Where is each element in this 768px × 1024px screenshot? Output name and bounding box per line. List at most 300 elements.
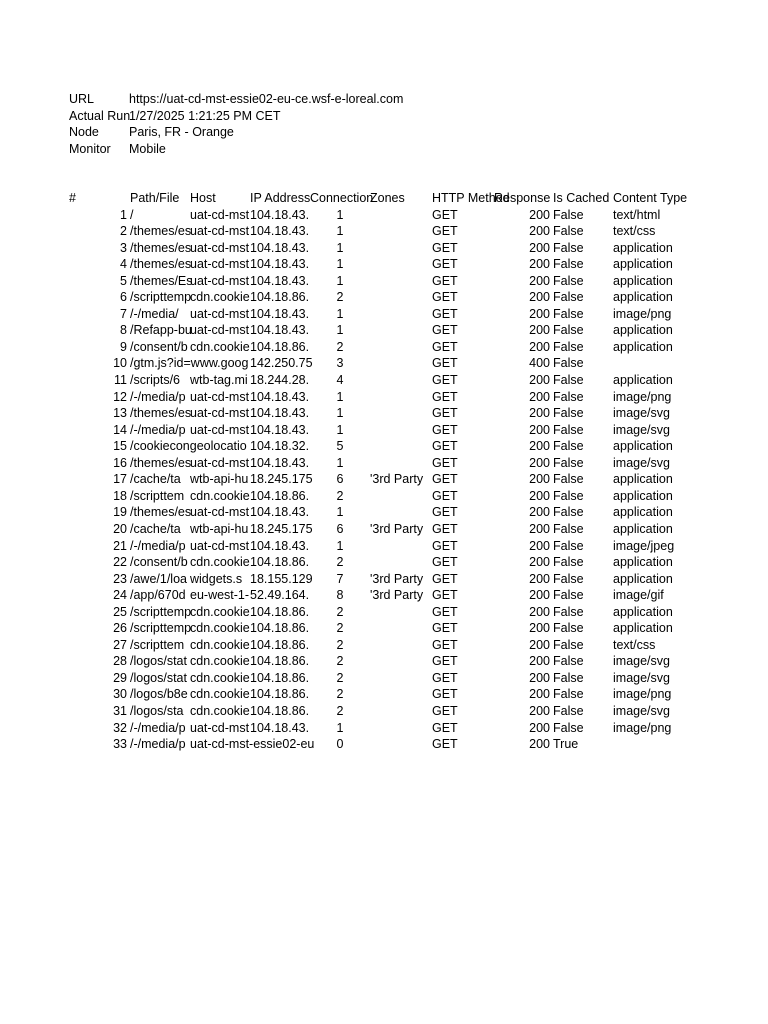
cell-host: uat-cd-mst	[190, 257, 250, 272]
cell-method: GET	[432, 588, 458, 603]
cell-zones	[370, 488, 426, 505]
cell-ip: 104.18.43.	[250, 306, 310, 321]
cell-method: GET	[432, 720, 458, 735]
cell-host: wtb-tag.mi	[190, 373, 248, 387]
cell-path: /cache/ta	[130, 521, 181, 536]
cell-path: /themes/es	[130, 240, 192, 255]
cell-response: 200	[529, 207, 550, 222]
cell-method: GET	[432, 224, 458, 239]
cell-conn: 6	[336, 521, 344, 536]
header-ctype: Content Type	[613, 191, 688, 205]
cell-ctype: application	[613, 273, 673, 288]
cell-ip: 104.18.43.	[250, 406, 310, 421]
cell-path: /-/media/p	[130, 538, 186, 553]
cell-ctype: application	[613, 257, 673, 272]
cell-ctype: application	[613, 488, 673, 503]
cell-num: 18	[113, 488, 127, 503]
cell-zones	[370, 306, 426, 323]
cell-ip: 142.250.75	[250, 356, 313, 371]
cell-ip: 104.18.43.	[250, 505, 310, 520]
cell-ctype	[613, 355, 673, 372]
header-cached: Is Cached	[553, 191, 610, 205]
cell-ctype: image/png	[613, 720, 672, 735]
cell-path: /awe/1/loa	[130, 571, 187, 586]
cell-ip: 104.18.86.	[250, 604, 310, 619]
cell-zones	[370, 372, 426, 389]
cell-num: 7	[120, 306, 127, 321]
cell-ip: 18.244.28.	[250, 373, 310, 387]
cell-host: wtb-api-hu	[190, 472, 249, 487]
header-method: HTTP Method	[432, 191, 510, 205]
cell-conn: 1	[336, 207, 344, 222]
cell-ctype: application	[613, 339, 673, 354]
cell-num: 21	[113, 538, 127, 553]
cell-response: 200	[529, 488, 550, 503]
header-zones: Zones	[370, 191, 405, 205]
cell-ctype: application	[613, 439, 673, 454]
cell-conn: 8	[336, 588, 344, 603]
cell-zones	[370, 438, 426, 455]
cell-ip: 104.18.86.	[250, 290, 310, 305]
header-path: Path/File	[130, 191, 180, 205]
meta-label: Monitor	[69, 141, 111, 156]
cell-cached: False	[553, 555, 584, 570]
cell-num: 11	[114, 373, 127, 387]
cell-zones	[370, 223, 426, 240]
cell-response: 200	[529, 521, 550, 536]
cell-ctype: text/css	[613, 224, 656, 239]
cell-response: 200	[529, 737, 550, 752]
cell-cached: False	[553, 406, 584, 421]
cell-response: 200	[529, 455, 550, 470]
cell-response: 200	[529, 306, 550, 321]
cell-path: /consent/b	[130, 555, 188, 570]
cell-method: GET	[432, 306, 458, 321]
cell-num: 25	[113, 604, 127, 619]
cell-host: cdn.cookie	[190, 637, 250, 652]
cell-path: /scripttem	[130, 637, 185, 652]
cell-cached: False	[553, 240, 584, 255]
cell-response: 200	[529, 604, 550, 619]
cell-host: uat-cd-mst	[190, 240, 250, 255]
cell-method: GET	[432, 290, 458, 305]
cell-path: /-/media/	[130, 306, 179, 321]
cell-method: GET	[432, 207, 458, 222]
cell-method: GET	[432, 687, 458, 702]
cell-cached: False	[553, 637, 584, 652]
cell-ctype: image/svg	[613, 422, 670, 437]
cell-path: /-/media/p	[130, 389, 186, 404]
cell-ctype: image/svg	[613, 704, 670, 718]
cell-conn: 2	[336, 687, 344, 702]
cell-num: 20	[113, 521, 127, 536]
cell-zones	[370, 637, 426, 654]
cell-conn: 2	[336, 621, 344, 636]
cell-method: GET	[432, 439, 458, 454]
cell-host: uat-cd-mst	[190, 505, 250, 520]
cell-host: uat-cd-mst	[190, 538, 250, 553]
cell-cached: False	[553, 521, 584, 536]
cell-path: /logos/b8e	[130, 687, 188, 702]
cell-zones	[370, 389, 426, 406]
cell-zones	[370, 355, 426, 372]
cell-host: cdn.cookie	[190, 670, 250, 685]
cell-method: GET	[432, 455, 458, 470]
cell-num: 29	[113, 670, 127, 685]
cell-response: 200	[529, 257, 550, 272]
cell-response: 200	[529, 422, 550, 437]
cell-ctype: application	[613, 373, 673, 387]
cell-host: cdn.cookie	[190, 621, 250, 636]
cell-ip: 104.18.86.	[250, 488, 310, 503]
cell-response: 200	[529, 555, 550, 570]
cell-num: 4	[120, 257, 127, 272]
cell-conn: 1	[336, 422, 344, 437]
cell-cached: False	[553, 290, 584, 305]
cell-cached: False	[553, 604, 584, 619]
header-num: #	[69, 191, 76, 205]
cell-num: 8	[120, 323, 127, 338]
cell-conn: 1	[336, 323, 344, 338]
cell-conn: 5	[336, 439, 344, 454]
cell-ip	[250, 736, 309, 753]
cell-cached: False	[553, 356, 584, 371]
cell-method: GET	[432, 670, 458, 685]
cell-ip: 104.18.43.	[250, 224, 310, 239]
cell-zones: '3rd Party	[370, 472, 424, 487]
cell-num: 27	[113, 637, 127, 652]
cell-response: 200	[529, 505, 550, 520]
cell-method: GET	[432, 406, 458, 421]
cell-zones	[370, 207, 426, 224]
cell-host	[190, 355, 249, 372]
cell-host: uat-cd-mst	[190, 389, 250, 404]
cell-conn: 1	[336, 538, 344, 553]
cell-conn: 7	[336, 571, 344, 586]
cell-conn: 1	[336, 224, 344, 239]
cell-method: GET	[432, 704, 458, 718]
cell-conn: 1	[336, 240, 344, 255]
cell-host: uat-cd-mst	[190, 224, 250, 239]
cell-method: GET	[432, 521, 458, 536]
cell-path: /themes/Es	[130, 273, 193, 288]
cell-ctype: application	[613, 240, 673, 255]
cell-response: 400	[529, 356, 550, 371]
cell-conn: 1	[336, 406, 344, 421]
cell-host: wtb-api-hu	[190, 521, 249, 536]
cell-num: 5	[120, 273, 127, 288]
cell-response: 200	[529, 472, 550, 487]
cell-zones	[370, 240, 426, 257]
cell-ip: 104.18.43.	[250, 273, 310, 288]
cell-response: 200	[529, 290, 550, 305]
cell-cached: False	[553, 571, 584, 586]
cell-path: /-/media/p	[130, 720, 186, 735]
cell-ctype: image/svg	[613, 670, 670, 685]
cell-conn: 1	[336, 720, 344, 735]
cell-host: uat-cd-mst	[190, 720, 250, 735]
header-host: Host	[190, 191, 216, 205]
cell-response: 200	[529, 687, 550, 702]
cell-method: GET	[432, 240, 458, 255]
cell-host: uat-cd-mst	[190, 406, 250, 421]
cell-cached: False	[553, 422, 584, 437]
cell-zones	[370, 322, 426, 339]
cell-num: 2	[120, 224, 127, 239]
cell-zones	[370, 538, 426, 555]
cell-ip: 52.49.164.	[250, 588, 310, 603]
cell-response: 200	[529, 439, 550, 454]
cell-num: 14	[113, 422, 127, 437]
cell-cached: False	[553, 588, 584, 603]
cell-ctype: image/svg	[613, 455, 670, 470]
cell-path: /logos/stat	[130, 670, 187, 685]
cell-host: eu-west-1-	[190, 588, 250, 603]
cell-cached: False	[553, 339, 584, 354]
cell-path: /cookiecongeolocatio	[130, 439, 247, 454]
cell-method: GET	[432, 505, 458, 520]
cell-conn: 2	[336, 670, 344, 685]
cell-num: 10	[113, 356, 127, 371]
cell-ip: 104.18.43.	[250, 538, 310, 553]
meta-value: Paris, FR - Orange	[129, 125, 234, 140]
cell-zones	[370, 686, 426, 703]
cell-ctype: application	[613, 472, 673, 487]
cell-cached: False	[553, 488, 584, 503]
cell-cached: False	[553, 670, 584, 685]
cell-num: 28	[113, 654, 127, 669]
cell-cached: False	[553, 306, 584, 321]
cell-conn: 2	[336, 604, 344, 619]
cell-method: GET	[432, 422, 458, 437]
cell-conn: 6	[336, 472, 344, 487]
cell-zones	[370, 405, 426, 422]
cell-cached: True	[553, 737, 579, 752]
cell-path: /app/670d	[130, 588, 186, 603]
cell-num: 19	[113, 505, 127, 520]
cell-path: /themes/es	[130, 224, 192, 239]
header-conn: Connection	[310, 191, 374, 205]
cell-host: cdn.cookie	[190, 604, 250, 619]
cell-method: GET	[432, 389, 458, 404]
cell-ctype: image/gif	[613, 588, 664, 603]
cell-path: /Refapp-bu	[130, 323, 192, 338]
cell-response: 200	[529, 389, 550, 404]
cell-response: 200	[529, 670, 550, 685]
cell-response: 200	[529, 571, 550, 586]
cell-ip: 18.245.175	[250, 521, 313, 536]
cell-host: widgets.s	[190, 571, 243, 586]
cell-host: uat-cd-mst	[190, 422, 250, 437]
cell-zones	[370, 339, 426, 356]
cell-method: GET	[432, 373, 458, 387]
cell-cached: False	[553, 273, 584, 288]
cell-cached: False	[553, 439, 584, 454]
cell-ctype: application	[613, 521, 673, 536]
cell-path: /scripttemp	[130, 290, 192, 305]
cell-ctype: application	[613, 571, 673, 586]
cell-ip: 104.18.43.	[250, 720, 310, 735]
cell-conn: 1	[336, 455, 344, 470]
cell-conn: 2	[336, 488, 344, 503]
cell-zones	[370, 256, 426, 273]
cell-conn: 3	[336, 356, 344, 371]
cell-path: /themes/es	[130, 505, 192, 520]
cell-ctype	[613, 736, 673, 753]
cell-method: GET	[432, 637, 458, 652]
cell-ctype: image/png	[613, 306, 672, 321]
cell-method: GET	[432, 339, 458, 354]
cell-cached: False	[553, 389, 584, 404]
cell-ctype: image/png	[613, 389, 672, 404]
cell-host: cdn.cookie	[190, 488, 250, 503]
cell-cached: False	[553, 323, 584, 338]
cell-conn: 2	[336, 555, 344, 570]
cell-method: GET	[432, 737, 458, 752]
cell-ctype: application	[613, 505, 673, 520]
cell-num: 31	[113, 704, 127, 718]
cell-cached: False	[553, 257, 584, 272]
cell-ip: 104.18.43.	[250, 257, 310, 272]
cell-conn: 1	[336, 257, 344, 272]
cell-path: /logos/stat	[130, 654, 187, 669]
cell-num: 33	[113, 737, 127, 752]
cell-conn: 1	[336, 505, 344, 520]
cell-ctype: image/svg	[613, 654, 670, 669]
cell-response: 200	[529, 323, 550, 338]
cell-num: 23	[113, 571, 127, 586]
cell-host: cdn.cookie	[190, 339, 250, 354]
cell-conn: 4	[336, 373, 344, 387]
cell-method: GET	[432, 356, 458, 371]
cell-conn: 2	[336, 290, 344, 305]
cell-ip: 104.18.43.	[250, 323, 310, 338]
cell-response: 200	[529, 373, 550, 387]
cell-cached: False	[553, 224, 584, 239]
cell-method: GET	[432, 555, 458, 570]
cell-ctype: image/svg	[613, 406, 670, 421]
cell-response: 200	[529, 273, 550, 288]
cell-zones	[370, 720, 426, 737]
cell-conn: 2	[336, 637, 344, 652]
cell-response: 200	[529, 538, 550, 553]
cell-ip: 104.18.86.	[250, 704, 310, 718]
header-ip: IP Address	[250, 191, 311, 205]
cell-cached: False	[553, 207, 584, 222]
cell-host: uat-cd-mst	[190, 207, 250, 222]
cell-num: 32	[113, 720, 127, 735]
cell-host: cdn.cookie	[190, 290, 250, 305]
cell-ip: 104.18.43.	[250, 455, 310, 470]
cell-zones: '3rd Party	[370, 521, 424, 536]
cell-ip: 104.18.86.	[250, 687, 310, 702]
cell-path: /-/media/p	[130, 422, 186, 437]
cell-method: GET	[432, 621, 458, 636]
cell-zones	[370, 670, 426, 687]
cell-method: GET	[432, 604, 458, 619]
cell-zones	[370, 703, 426, 720]
cell-conn: 1	[336, 273, 344, 288]
meta-value: https://uat-cd-mst-essie02-eu-ce.wsf-e-loreal.com	[129, 92, 404, 106]
cell-ctype: application	[613, 604, 673, 619]
cell-zones	[370, 736, 426, 753]
cell-host: cdn.cookie	[190, 704, 250, 718]
cell-path: /scripttem	[130, 488, 185, 503]
cell-path: /scripttemp	[130, 604, 192, 619]
cell-num: 9	[120, 339, 127, 354]
cell-path: /cache/ta	[130, 472, 181, 487]
cell-ip: 104.18.86.	[250, 621, 310, 636]
cell-response: 200	[529, 704, 550, 718]
cell-ctype: text/html	[613, 207, 661, 222]
cell-path: /gtm.js?id=www.goog	[130, 356, 249, 371]
cell-host: uat-cd-mst	[190, 323, 250, 338]
cell-host: cdn.cookie	[190, 654, 250, 669]
cell-zones: '3rd Party	[370, 571, 424, 586]
cell-cached: False	[553, 687, 584, 702]
cell-method: GET	[432, 488, 458, 503]
cell-ctype: application	[613, 621, 673, 636]
cell-path: /consent/b	[130, 339, 188, 354]
cell-conn: 2	[336, 654, 344, 669]
cell-response: 200	[529, 637, 550, 652]
header-response: Response	[494, 191, 551, 205]
cell-method: GET	[432, 654, 458, 669]
cell-zones	[370, 653, 426, 670]
cell-ip: 104.18.43.	[250, 240, 310, 255]
cell-num: 1	[120, 207, 127, 222]
cell-zones	[370, 273, 426, 290]
cell-host: uat-cd-mst	[190, 273, 250, 288]
meta-value: Mobile	[129, 141, 166, 156]
cell-ip: 104.18.43.	[250, 422, 310, 437]
cell-cached: False	[553, 654, 584, 669]
cell-ctype: application	[613, 555, 673, 570]
cell-ip: 18.155.129	[250, 571, 313, 586]
cell-num: 3	[120, 240, 127, 255]
cell-response: 200	[529, 339, 550, 354]
cell-ip: 104.18.86.	[250, 654, 310, 669]
cell-num: 26	[113, 621, 127, 636]
cell-conn: 2	[336, 339, 344, 354]
cell-path: /scripts/6	[130, 373, 181, 387]
cell-host: cdn.cookie	[190, 687, 250, 702]
cell-path: /themes/es	[130, 455, 192, 470]
cell-cached: False	[553, 505, 584, 520]
cell-cached: False	[553, 621, 584, 636]
cell-ip: 104.18.43.	[250, 389, 310, 404]
cell-zones	[370, 554, 426, 571]
cell-zones	[370, 289, 426, 306]
cell-conn: 1	[336, 389, 344, 404]
cell-cached: False	[553, 455, 584, 470]
cell-ip: 104.18.86.	[250, 555, 310, 570]
cell-host: uat-cd-mst-essie02-eu	[190, 737, 315, 752]
meta-label: Actual Run	[69, 108, 131, 123]
cell-method: GET	[432, 273, 458, 288]
cell-num: 13	[113, 406, 127, 421]
cell-num: 6	[120, 290, 127, 305]
cell-num: 16	[113, 455, 127, 470]
cell-ctype: application	[613, 290, 673, 305]
meta-value: 1/27/2025 1:21:25 PM CET	[129, 108, 281, 123]
cell-host: cdn.cookie	[190, 555, 250, 570]
cell-path: /logos/sta	[130, 704, 184, 718]
cell-response: 200	[529, 720, 550, 735]
cell-response: 200	[529, 588, 550, 603]
cell-conn: 1	[336, 306, 344, 321]
cell-num: 15	[113, 439, 127, 454]
